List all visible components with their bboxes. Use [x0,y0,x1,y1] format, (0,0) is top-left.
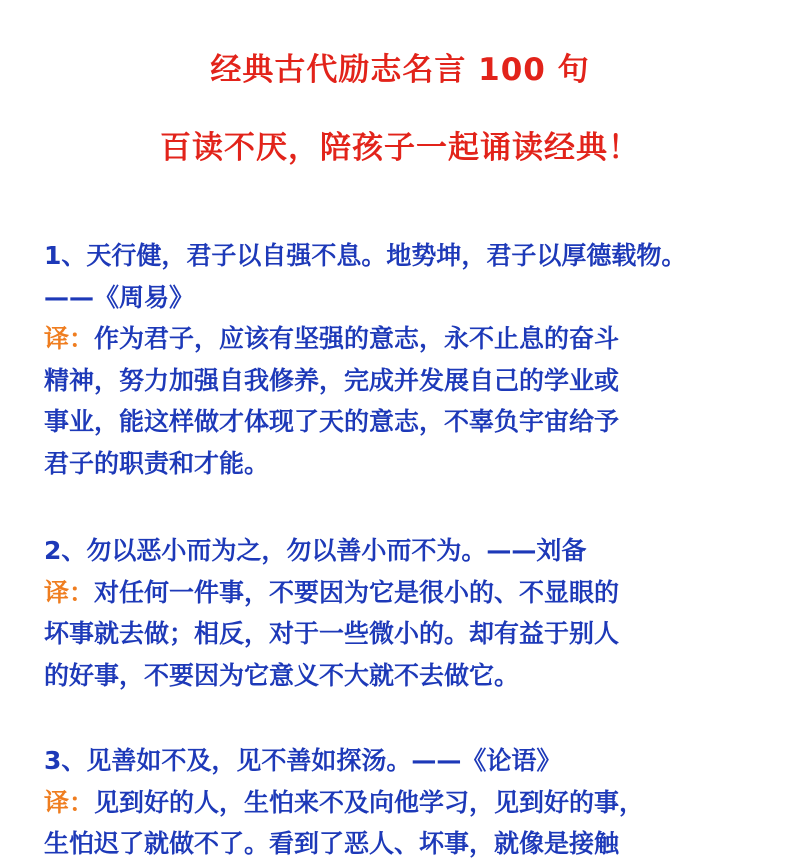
translation-line: 坏事就去做；相反，对于一些微小的。却有益于别人 [44,619,620,648]
translation-line: 的好事，不要因为它意义不大就不去做它。 [44,660,520,690]
quote-source: ——《周易》 [44,282,195,312]
translation-label: 译： [44,787,95,817]
quote-text: 1、天行健，君子以自强不息。地势坤，君子以厚德载物。 [44,241,687,270]
translation-line: 生怕迟了就做不了。看到了恶人、坏事，就像是接触 [44,829,620,858]
quote-block [44,235,784,484]
quote-block [44,530,784,696]
translation-line: 精神，努力加强自我修养，完成并发展自己的学业或 [44,365,620,395]
translation-label: 译： [44,577,95,607]
quote-block [44,740,784,865]
translation-line [44,782,784,824]
quote-text: 2、勿以恶小而为之，勿以善小而不为。——刘备 [44,536,587,565]
translation-line: 君子的职责和才能。 [44,448,270,478]
translation-line [44,572,784,614]
translation-label: 译： [44,324,95,353]
translation-text: 对任何一件事，不要因为它是很小的、不显眼的 [94,577,620,607]
page-title: 经典古代励志名言 100 句 [210,52,590,88]
translation-line: 事业，能这样做才体现了天的意志，不辜负宇宙给予 [44,407,620,436]
page-subtitle: 百读不厌，陪孩子一起诵读经典！ [160,130,640,166]
translation-line [44,318,784,360]
quote-text: 3、见善如不及，见不善如探汤。——《论语》 [44,746,562,775]
translation-text: 作为君子，应该有坚强的意志，永不止息的奋斗 [94,324,620,353]
translation-text: 见到好的人，生怕来不及向他学习，见到好的事， [94,787,645,817]
